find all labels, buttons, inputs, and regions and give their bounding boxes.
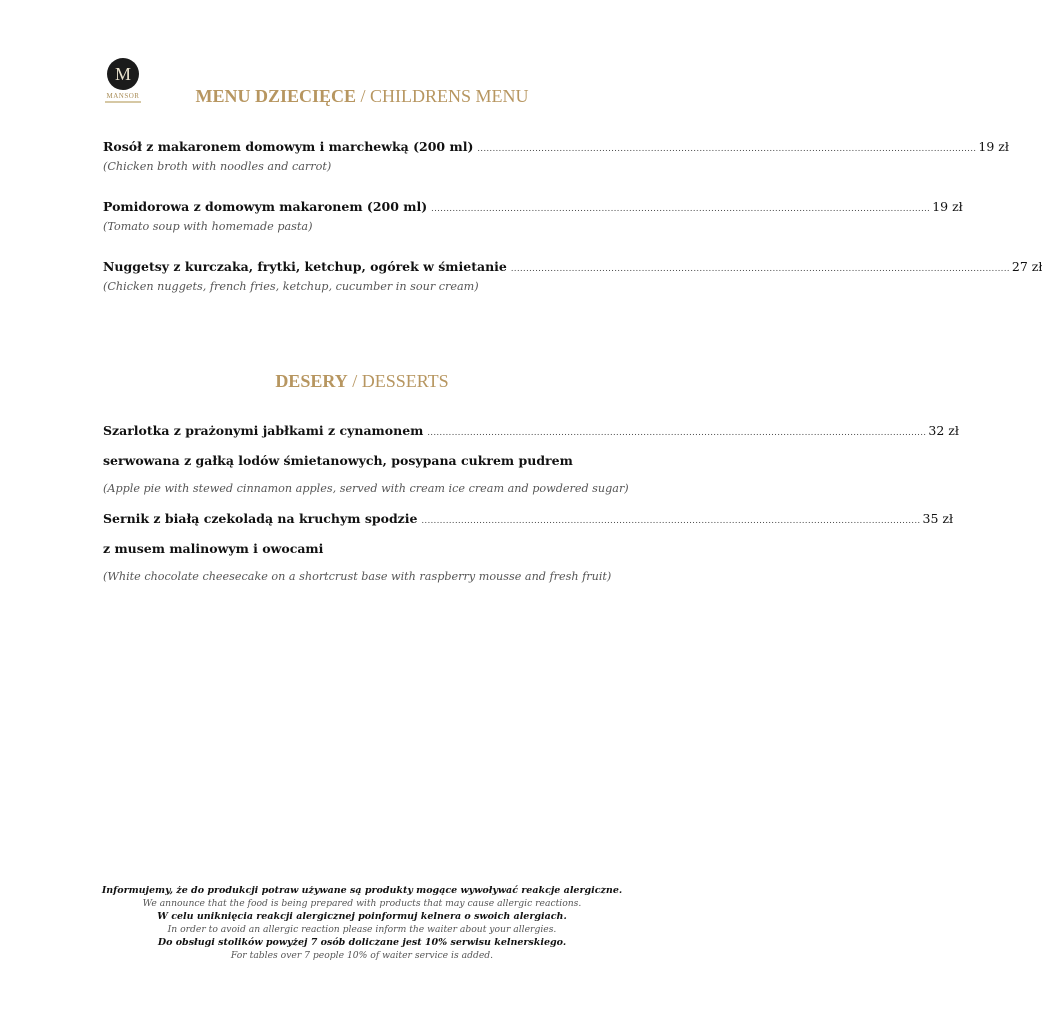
logo-name: MANSOR <box>106 92 140 100</box>
dot-leader: .................................................................................................................................................................... <box>427 428 927 437</box>
dot-leader: .................................................................................................................................................................... <box>510 264 1010 273</box>
item-description: (Chicken broth with noodles and carrot) <box>103 160 332 173</box>
item-name: Pomidorowa z domowym makaronem (200 ml) <box>103 199 428 214</box>
desserts-title-pl: DESERY <box>275 371 348 391</box>
item-price: 19 zł <box>978 139 1009 154</box>
allergy-notice <box>0 884 724 962</box>
item-name: Rosół z makaronem domowym i marchewką (200 ml) <box>103 139 474 154</box>
menu-item-szarlotka <box>103 423 959 496</box>
notice-line-en: For tables over 7 people 10% of waiter service is added. <box>230 950 494 961</box>
item-price: 35 zł <box>922 511 954 526</box>
item-description: (Tomato soup with homemade pasta) <box>103 220 313 233</box>
item-subline: z musem malinowym i owocami <box>103 541 324 556</box>
dot-leader: .................................................................................................................................................................... <box>431 204 931 213</box>
item-description: (Chicken nuggets, french fries, ketchup, cucumber in sour cream) <box>103 280 479 293</box>
menu-item-rosol <box>103 139 1009 174</box>
item-name: Sernik z białą czekoladą na kruchym spodzie <box>103 511 418 526</box>
item-price: 19 zł <box>932 199 963 214</box>
item-price: 27 zł <box>1011 259 1042 274</box>
item-description: (Apple pie with stewed cinnamon apples, served with cream ice cream and powdered sugar) <box>103 482 629 495</box>
logo-initial: M <box>114 63 131 84</box>
item-subline: serwowana z gałką lodów śmietanowych, posypana cukrem pudrem <box>103 453 573 468</box>
kids-title-pl: MENU DZIECIĘCE <box>195 86 356 106</box>
item-price: 32 zł <box>928 423 959 438</box>
item-description: (White chocolate cheesecake on a shortcrust base with raspberry mousse and fresh fruit) <box>103 570 612 583</box>
item-name: Nuggetsy z kurczaka, frytki, ketchup, ogórek w śmietanie <box>103 259 507 274</box>
menu-item-nuggetsy <box>103 259 1042 294</box>
kids-menu-title <box>0 86 724 107</box>
notice-line-pl: W celu uniknięcia reakcji alergicznej poinformuj kelnera o swoich alergiach. <box>157 911 567 922</box>
menu-item-sernik <box>103 511 954 584</box>
desserts-title-separator: / <box>347 371 362 391</box>
notice-line-en: In order to avoid an allergic reaction please inform the waiter about your allergies. <box>167 924 557 935</box>
notice-line-pl: Do obsługi stolików powyżej 7 osób doliczane jest 10% serwisu kelnerskiego. <box>157 937 567 948</box>
dot-leader: .................................................................................................................................................................... <box>477 144 977 153</box>
kids-title-separator: / <box>356 86 371 106</box>
item-name: Szarlotka z prażonymi jabłkami z cynamonem <box>103 423 424 438</box>
desserts-title-en: DESSERTS <box>361 371 449 391</box>
desserts-title <box>0 371 724 392</box>
menu-item-pomidorowa <box>103 199 963 234</box>
notice-line-en: We announce that the food is being prepared with products that may cause allergic reactions. <box>142 898 582 909</box>
dot-leader: .................................................................................................................................................................... <box>421 516 921 525</box>
notice-line-pl: Informujemy, że do produkcji potraw używane są produkty mogące wywoływać reakcje alergiczne. <box>101 885 623 896</box>
kids-title-en: CHILDRENS MENU <box>370 86 529 106</box>
